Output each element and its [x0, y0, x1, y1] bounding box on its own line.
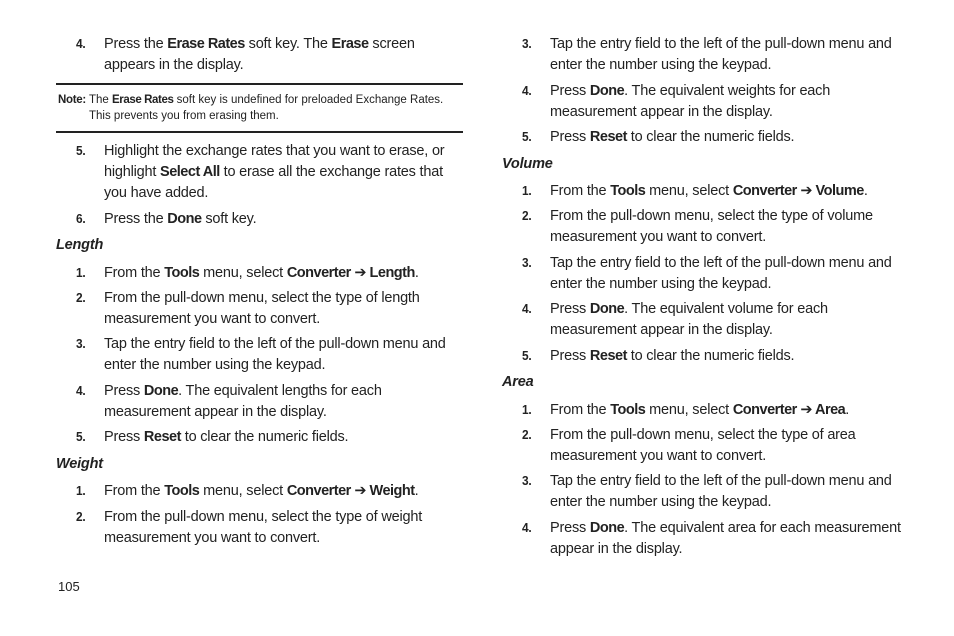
- step-number: 4.: [76, 37, 86, 51]
- erase-screen-label: Erase: [331, 36, 369, 52]
- erase-rates-key: Erase Rates: [167, 36, 245, 52]
- section-heading-weight: Weight: [56, 456, 103, 472]
- note-box: [56, 83, 463, 133]
- step-text: Press the Erase Rates soft key. The Erase screen appears in the display.: [104, 36, 415, 73]
- note-text: The Erase Rates soft key is undefined for preloaded Exchange Rates. This prevents you from erasing them.: [89, 94, 444, 122]
- arrow-icon: ➔: [350, 265, 370, 281]
- arrow-icon: ➔: [350, 483, 370, 499]
- arrow-icon: ➔: [796, 402, 815, 418]
- page-number: 105: [58, 579, 80, 594]
- note-label: Note:: [58, 94, 86, 106]
- section-heading-length: Length: [56, 237, 104, 253]
- arrow-icon: ➔: [796, 183, 816, 199]
- section-heading-volume: Volume: [502, 156, 553, 172]
- section-heading-area: Area: [502, 374, 534, 390]
